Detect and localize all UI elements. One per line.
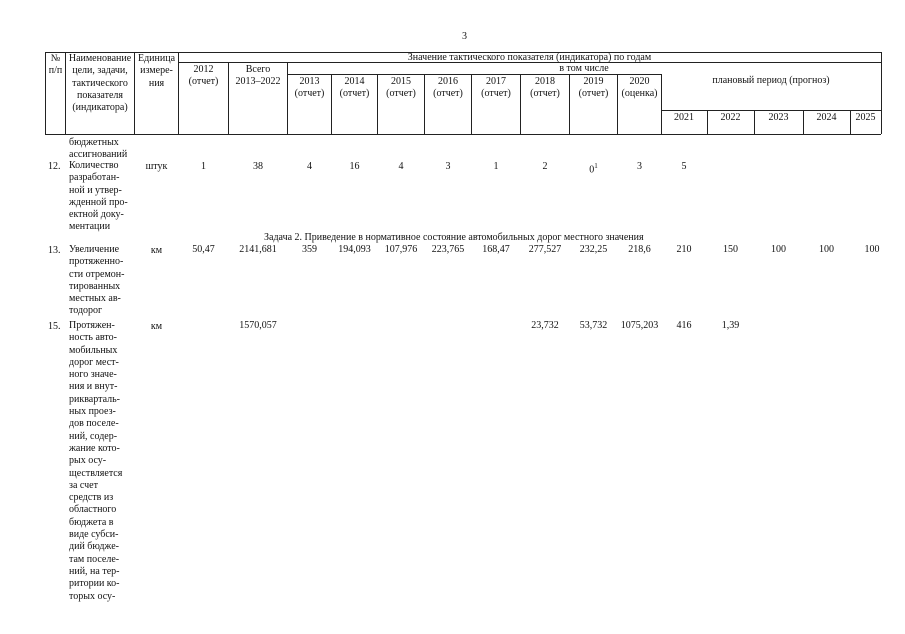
header-plan-title: плановый период (прогноз) xyxy=(712,75,830,86)
cell-2016: 3 xyxy=(445,161,451,172)
row-unit: км xyxy=(150,245,163,256)
cell-2012: 1 xyxy=(201,161,206,172)
footnote-mark: 1 xyxy=(594,162,598,170)
cell-2024: 100 xyxy=(819,244,834,255)
header-col-2022: 2022 xyxy=(720,112,741,123)
cell-2022: 150 xyxy=(723,244,738,255)
cell-2014: 194,093 xyxy=(338,244,371,255)
header-col-2016: 2016 (отчет) xyxy=(433,76,463,100)
cell-2013: 359 xyxy=(302,244,317,255)
cell-2018: 277,527 xyxy=(528,244,562,255)
row-number: 15. xyxy=(48,321,61,332)
row-number: 13. xyxy=(48,245,61,256)
cell-2022: 1,39 xyxy=(721,320,740,331)
header-col-total: Всего 2013–2022 xyxy=(235,64,281,88)
cell-2020: 1075,203 xyxy=(620,320,659,331)
cell-2017: 1 xyxy=(493,161,499,172)
cell-2016: 223,765 xyxy=(431,244,465,255)
row-name: Увеличение протяженно- сти отремон- тированных местных ав- тодорог xyxy=(69,244,125,317)
cell-2021: 5 xyxy=(681,161,687,172)
header-col-2015: 2015 (отчет) xyxy=(386,76,416,100)
header-col-2014: 2014 (отчет) xyxy=(339,76,370,100)
header-col-2020: 2020 (оценка) xyxy=(621,76,658,100)
cell-2017: 168,47 xyxy=(482,244,510,255)
cell-2012: 50,47 xyxy=(192,244,215,255)
cell-2019-value: 0 xyxy=(589,164,595,176)
header-col-2021: 2021 xyxy=(674,112,694,123)
header-col-2013: 2013 (отчет) xyxy=(294,76,325,100)
cell-total: 2141,681 xyxy=(239,244,277,255)
cell-2015: 4 xyxy=(398,161,404,172)
header-col-unit: Единица измере- ния xyxy=(137,53,176,89)
row-unit: штук xyxy=(145,161,168,172)
header-col-2018: 2018 (отчет) xyxy=(530,76,560,100)
task-title: Задача 2. Приведение в нормативное состояние автомобильных дорог местного значения xyxy=(264,232,644,243)
cell-total: 38 xyxy=(253,161,263,172)
header-col-2025: 2025 xyxy=(855,112,876,123)
header-col-2023: 2023 xyxy=(768,112,789,123)
cell-2019 xyxy=(569,160,618,176)
cell-2020: 218,6 xyxy=(628,244,651,255)
row-name: Количество разработан- ной и утвер- жденной про- ектной доку- ментации xyxy=(69,160,128,233)
page-number: 3 xyxy=(462,31,467,42)
row-name: Протяжен- ность авто- мобильных дорог мест- ного значе- ния и внут- рикварталь- ных проез- дов поселе- ний, содер- жание кото- рых осу- ществляется за счет средств из областного бюджета в виде субси- дий бюдже- там поселе- ний, на тер- ритории ко- торых осу- xyxy=(69,320,123,602)
carryover-text: бюджетных ассигнований xyxy=(69,137,128,161)
row-number: 12. xyxy=(48,161,61,172)
cell-2013: 4 xyxy=(307,161,312,172)
cell-total: 1570,057 xyxy=(239,320,277,331)
header-col-2012: 2012 (отчет) xyxy=(188,64,219,88)
cell-2019: 232,25 xyxy=(579,244,608,255)
header-col-number: № п/п xyxy=(48,53,63,77)
cell-2021: 210 xyxy=(676,244,692,255)
cell-2015: 107,976 xyxy=(384,244,418,255)
cell-2020: 3 xyxy=(637,161,642,172)
cell-2014: 16 xyxy=(349,161,360,172)
header-group-title: Значение тактического показателя (индикатора) по годам xyxy=(407,52,652,63)
header-col-name: Наименование цели, задачи, тактического показателя (индикатора) xyxy=(68,53,132,114)
header-col-2019: 2019 (отчет) xyxy=(578,76,609,100)
row-unit: км xyxy=(150,321,163,332)
cell-2023: 100 xyxy=(771,244,786,255)
header-col-2017: 2017 (отчет) xyxy=(481,76,511,100)
cell-2021: 416 xyxy=(676,320,692,331)
cell-2019: 53,732 xyxy=(579,320,608,331)
header-col-2024: 2024 xyxy=(816,112,837,123)
cell-2018: 23,732 xyxy=(531,320,559,331)
header-subgroup-title: в том числе xyxy=(559,63,609,74)
cell-2018: 2 xyxy=(542,161,548,172)
cell-2025: 100 xyxy=(864,244,880,255)
